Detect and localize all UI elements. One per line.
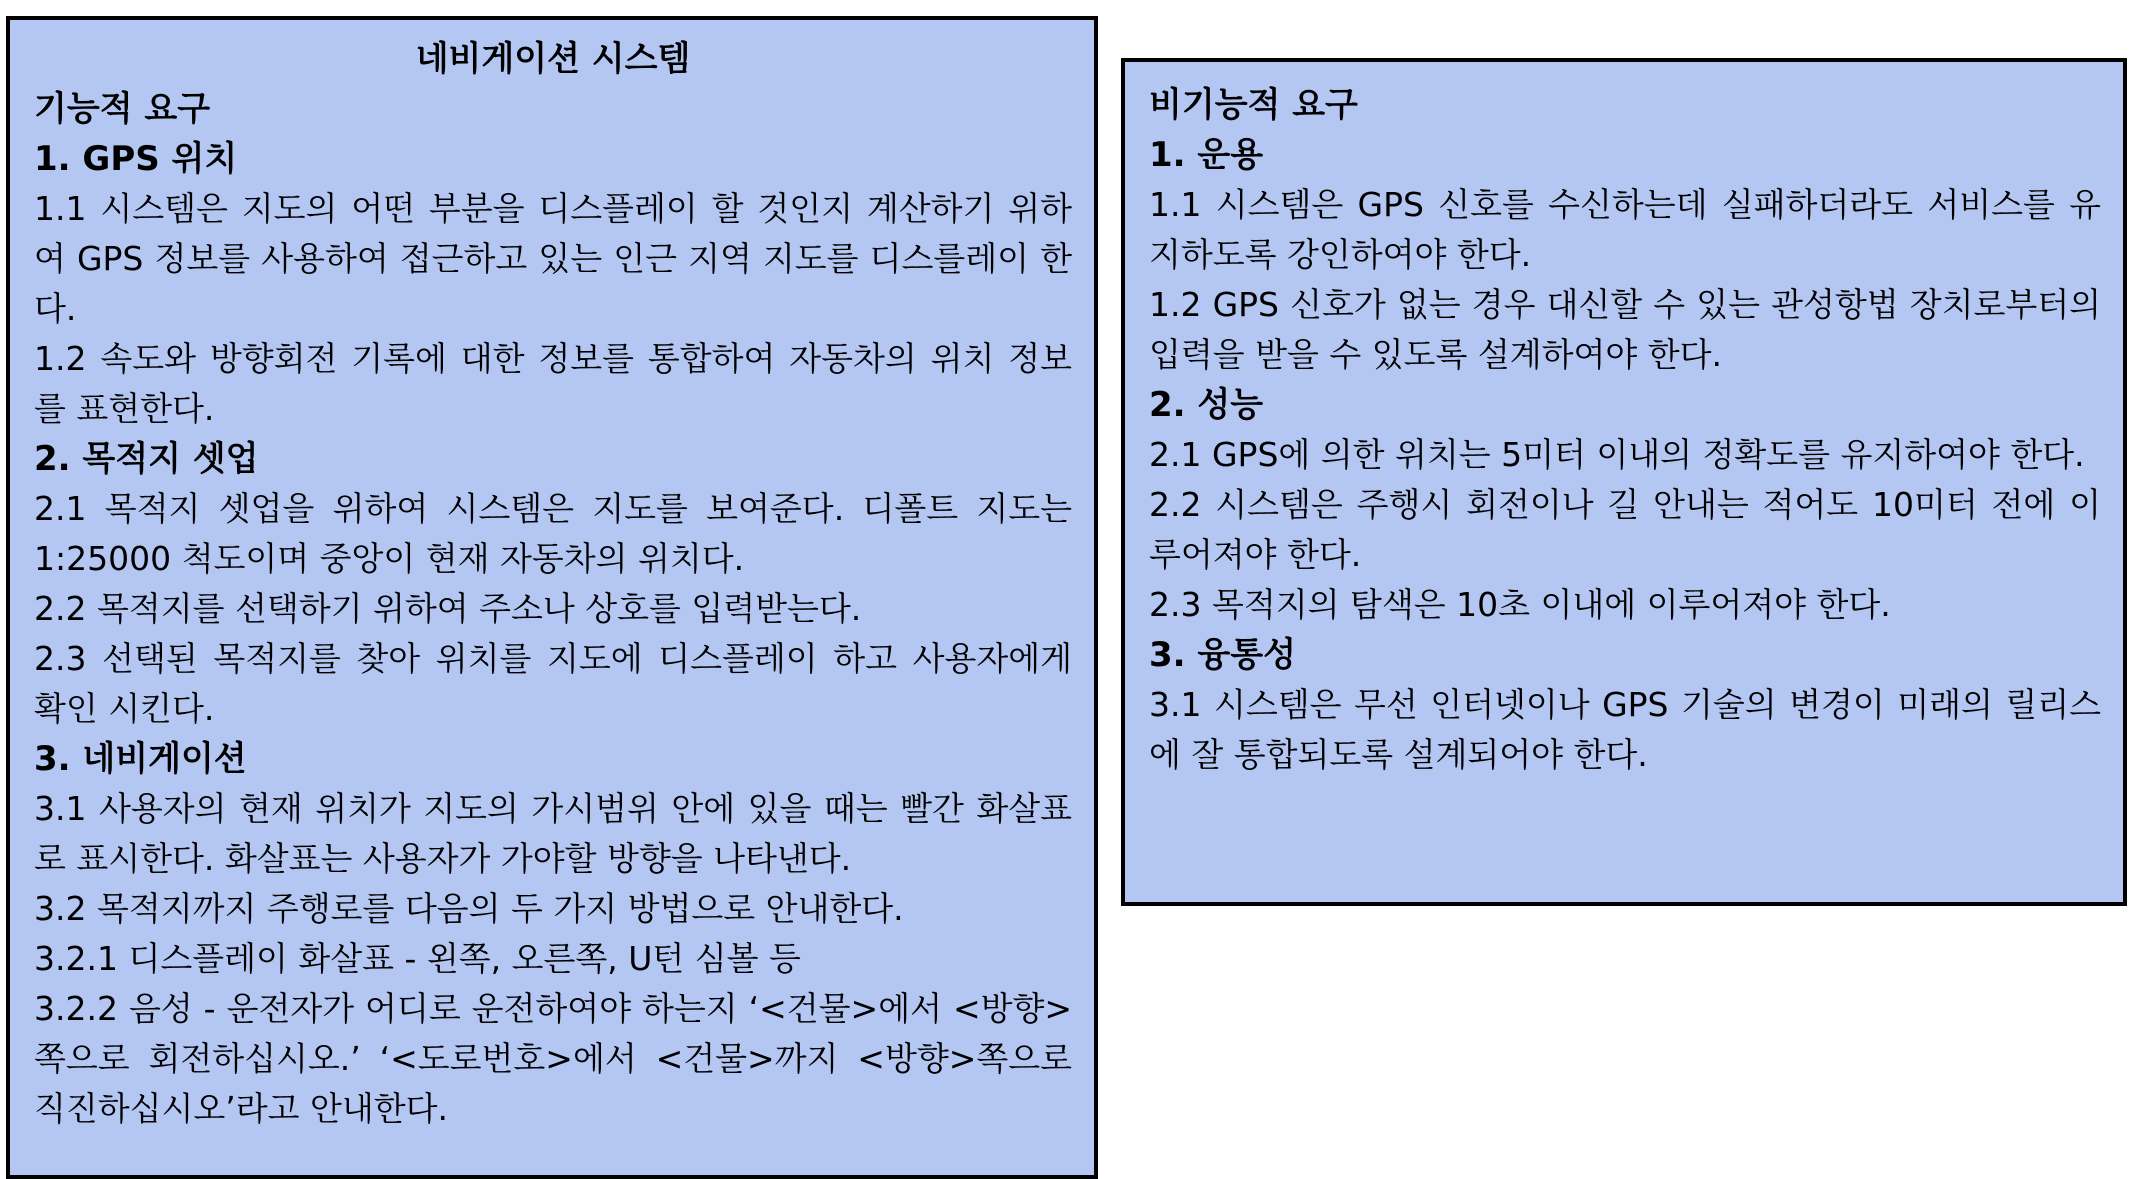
- panel-title: 네비게이션 시스템: [415, 39, 691, 79]
- subsection-heading: 2. 목적지 셋업: [34, 439, 259, 479]
- subsection-heading: 1. 운용: [1149, 135, 1264, 175]
- requirement-text: 1.2 GPS 신호가 없는 경우 대신할 수 있는 관성항법 장치로부터의 입력을 받을 수 있도록 설계하여야 한다.: [1149, 285, 2101, 374]
- requirement-text: 3.1 시스템은 무선 인터넷이나 GPS 기술의 변경이 미래의 릴리스에 잘 통합되도록 설계되어야 한다.: [1149, 685, 2101, 774]
- requirement-text: 2.1 GPS에 의한 위치는 5미터 이내의 정확도를 유지하여야 한다.: [1149, 435, 2085, 474]
- subsection-heading: 3. 네비게이션: [34, 739, 247, 779]
- section-heading: 기능적 요구: [34, 89, 211, 129]
- requirement-text: 2.2 목적지를 선택하기 위하여 주소나 상호를 입력받는다.: [34, 589, 862, 628]
- requirement-text: 1.1 시스템은 지도의 어떤 부분을 디스플레이 할 것인지 계산하기 위하여 GPS 정보를 사용하여 접근하고 있는 인근 지역 지도를 디스를레이 한다.: [34, 189, 1072, 328]
- requirement-text: 2.2 시스템은 주행시 회전이나 길 안내는 적어도 10미터 전에 이루어져야 한다.: [1149, 485, 2101, 574]
- subsection-heading: 3. 융통성: [1149, 635, 1296, 675]
- requirement-text: 1.2 속도와 방향회전 기록에 대한 정보를 통합하여 자동차의 위치 정보를 표현한다.: [34, 339, 1072, 428]
- functional-requirements-panel: [6, 16, 1098, 1179]
- requirement-text: 3.2 목적지까지 주행로를 다음의 두 가지 방법으로 안내한다.: [34, 889, 904, 928]
- requirement-text: 2.3 선택된 목적지를 찾아 위치를 지도에 디스플레이 하고 사용자에게 확인 시킨다.: [34, 639, 1072, 728]
- requirement-text: 1.1 시스템은 GPS 신호를 수신하는데 실패하더라도 서비스를 유지하도록 강인하여야 한다.: [1149, 185, 2101, 274]
- requirement-text: 2.1 목적지 셋업을 위하여 시스템은 지도를 보여준다. 디폴트 지도는 1:25000 척도이며 중앙이 현재 자동차의 위치다.: [34, 489, 1072, 578]
- non-functional-requirements-panel: [1121, 58, 2127, 906]
- requirement-text: 3.2.1 디스플레이 화살표 - 왼쪽, 오른쪽, U턴 심볼 등: [34, 939, 801, 978]
- requirement-text: 3.1 사용자의 현재 위치가 지도의 가시범위 안에 있을 때는 빨간 화살표로 표시한다. 화살표는 사용자가 가야할 방향을 나타낸다.: [34, 789, 1072, 878]
- requirement-text: 2.3 목적지의 탐색은 10초 이내에 이루어져야 한다.: [1149, 585, 1891, 624]
- section-heading: 비기능적 요구: [1149, 85, 1358, 125]
- subsection-heading: 1. GPS 위치: [34, 139, 238, 179]
- subsection-heading: 2. 성능: [1149, 385, 1264, 425]
- requirement-text: 3.2.2 음성 - 운전자가 어디로 운전하여야 하는지 ‘<건물>에서 <방향>쪽으로 회전하십시오.’ ‘<도로번호>에서 <건물>까지 <방향>쪽으로 직진하십시오’라고 안내한다.: [34, 989, 1072, 1128]
